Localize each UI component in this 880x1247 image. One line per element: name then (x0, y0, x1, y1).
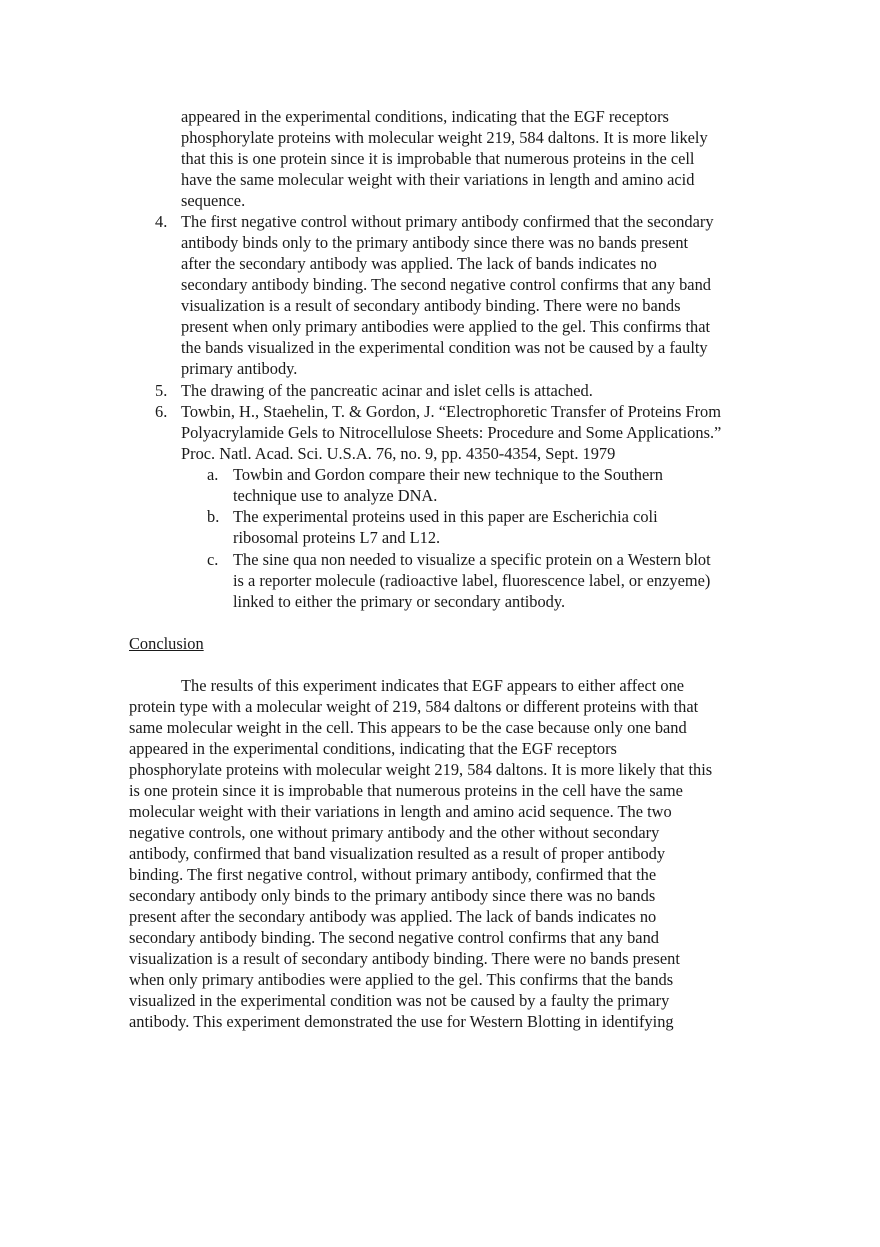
paragraph-line: antibody, confirmed that band visualization resulted as a result of proper antibody (129, 844, 666, 863)
paragraph-line: molecular weight with their variations in length and amino acid sequence. The two (129, 802, 672, 821)
sub-item-line: The experimental proteins used in this paper are Escherichia coli (233, 507, 658, 526)
list-item-line: antibody binds only to the primary antibody since there was no bands present (181, 233, 689, 252)
paragraph-line: secondary antibody only binds to the primary antibody since there was no bands (129, 886, 656, 905)
section-heading: Conclusion (129, 634, 204, 653)
paragraph-line: visualization is a result of secondary antibody binding. There were no bands present (129, 949, 680, 968)
list-item-line: The drawing of the pancreatic acinar and islet cells is attached. (181, 381, 593, 400)
paragraph-line: secondary antibody binding. The second negative control confirms that any band (129, 928, 659, 947)
list-item-line: The first negative control without primary antibody confirmed that the secondary (181, 212, 714, 231)
list-item-line: after the secondary antibody was applied. The lack of bands indicates no (181, 254, 657, 273)
sub-item-letter: b. (207, 507, 220, 526)
paragraph-line: appeared in the experimental conditions, indicating that the EGF receptors (129, 739, 617, 758)
sub-item-line: Towbin and Gordon compare their new technique to the Southern (233, 465, 663, 484)
sub-item-line: technique use to analyze DNA. (233, 486, 438, 505)
list-item-line: Polyacrylamide Gels to Nitrocellulose Sheets: Procedure and Some Applications.” (181, 423, 722, 442)
list-item-line: secondary antibody binding. The second negative control confirms that any band (181, 275, 711, 294)
list-item-line: visualization is a result of secondary antibody binding. There were no bands (181, 296, 681, 315)
list-item-line: the bands visualized in the experimental condition was not be caused by a faulty (181, 338, 708, 357)
list-item-line: Towbin, H., Staehelin, T. & Gordon, J. “Electrophoretic Transfer of Proteins From (181, 402, 721, 421)
paragraph-line: visualized in the experimental condition was not be caused by a faulty the primary (129, 991, 670, 1010)
paragraph-line: negative controls, one without primary antibody and the other without secondary (129, 823, 660, 842)
list-item-number: 5. (155, 381, 168, 400)
list-continuation-line: have the same molecular weight with their variations in length and amino acid (181, 170, 695, 189)
paragraph-line: phosphorylate proteins with molecular weight 219, 584 daltons. It is more likely that this (129, 760, 713, 779)
paragraph-line: same molecular weight in the cell. This appears to be the case because only one band (129, 718, 687, 737)
list-item-number: 4. (155, 212, 168, 231)
list-continuation-line: that this is one protein since it is improbable that numerous proteins in the cell (181, 149, 695, 168)
sub-item-letter: a. (207, 465, 219, 484)
list-item-line: Proc. Natl. Acad. Sci. U.S.A. 76, no. 9, pp. 4350-4354, Sept. 1979 (181, 444, 616, 463)
sub-item-letter: c. (207, 550, 219, 569)
paragraph-line: binding. The first negative control, without primary antibody, confirmed that the (129, 865, 657, 884)
list-continuation-line: appeared in the experimental conditions, indicating that the EGF receptors (181, 107, 669, 126)
sub-item-line: ribosomal proteins L7 and L12. (233, 528, 441, 547)
sub-item-line: The sine qua non needed to visualize a specific protein on a Western blot (233, 550, 711, 569)
list-item-number: 6. (155, 402, 168, 421)
list-item-line: primary antibody. (181, 359, 298, 378)
paragraph-line: antibody. This experiment demonstrated the use for Western Blotting in identifying (129, 1012, 674, 1031)
paragraph-line: present after the secondary antibody was applied. The lack of bands indicates no (129, 907, 657, 926)
paragraph-line: protein type with a molecular weight of 219, 584 daltons or different proteins with that (129, 697, 699, 716)
list-continuation-line: sequence. (181, 191, 246, 210)
list-continuation-line: phosphorylate proteins with molecular weight 219, 584 daltons. It is more likely (181, 128, 708, 147)
sub-item-line: is a reporter molecule (radioactive label, fluorescence label, or enzyeme) (233, 571, 711, 590)
paragraph-line: The results of this experiment indicates that EGF appears to either affect one (181, 676, 685, 695)
list-item-line: present when only primary antibodies were applied to the gel. This confirms that (181, 317, 711, 336)
paragraph-line: when only primary antibodies were applied to the gel. This confirms that the bands (129, 970, 674, 989)
sub-item-line: linked to either the primary or secondary antibody. (233, 592, 566, 611)
paragraph-line: is one protein since it is improbable that numerous proteins in the cell have the same (129, 781, 683, 800)
